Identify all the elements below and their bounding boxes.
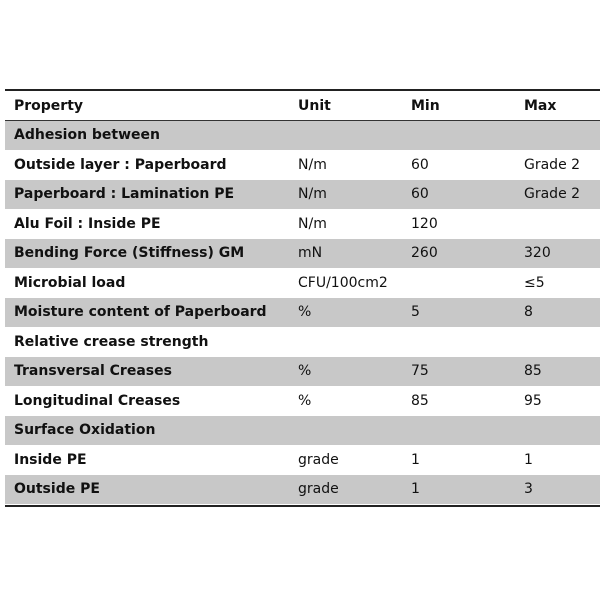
- unit-cell: N/m: [298, 215, 327, 232]
- table-row: [5, 446, 600, 476]
- table-row: [5, 298, 600, 328]
- property-cell: Longitudinal Creases: [14, 392, 181, 409]
- unit-cell: CFU/100cm2: [298, 274, 388, 291]
- table-row: [5, 357, 600, 387]
- min-cell: 85: [411, 392, 429, 409]
- unit-cell: %: [298, 363, 312, 380]
- property-cell: Surface Oxidation: [5, 416, 289, 445]
- table-section-row: [5, 416, 600, 446]
- max-cell: ≤5: [524, 274, 545, 291]
- unit-cell: N/m: [298, 186, 327, 203]
- max-cell: Grade 2: [524, 186, 581, 203]
- min-cell: [402, 121, 515, 150]
- max-cell: 95: [524, 392, 542, 409]
- max-cell: 1: [524, 451, 533, 468]
- unit-cell: grade: [298, 481, 339, 498]
- property-cell: Outside PE: [14, 481, 100, 498]
- unit-cell: [289, 121, 402, 150]
- property-cell: Outside layer : Paperboard: [14, 156, 227, 173]
- unit-cell: [289, 416, 402, 445]
- table-row: [5, 239, 600, 269]
- min-cell: 120: [411, 215, 438, 232]
- table-row: [5, 475, 600, 505]
- header-max: Max: [524, 97, 557, 114]
- table-section-row: [5, 328, 600, 358]
- max-cell: [515, 121, 600, 150]
- max-cell: Grade 2: [524, 156, 581, 173]
- unit-cell: N/m: [298, 156, 327, 173]
- max-cell: 85: [524, 363, 542, 380]
- unit-cell: grade: [298, 451, 339, 468]
- min-cell: 260: [411, 245, 438, 262]
- property-cell: Moisture content of Paperboard: [14, 304, 267, 321]
- header-min: Min: [411, 97, 440, 114]
- property-cell: Adhesion between: [5, 121, 289, 150]
- property-cell: Bending Force (Stiffness) GM: [14, 245, 245, 262]
- min-cell: 5: [411, 304, 420, 321]
- table-row: [5, 151, 600, 181]
- max-cell: 3: [524, 481, 533, 498]
- min-cell: 60: [411, 186, 429, 203]
- table-row: [5, 180, 600, 210]
- max-cell: 320: [524, 245, 551, 262]
- unit-cell: %: [298, 304, 312, 321]
- max-cell: 8: [524, 304, 533, 321]
- property-cell: Paperboard : Lamination PE: [14, 186, 235, 203]
- table-row: [5, 387, 600, 417]
- min-cell: 75: [411, 363, 429, 380]
- max-cell: [515, 416, 600, 445]
- property-cell: Relative crease strength: [14, 333, 209, 350]
- unit-cell: %: [298, 392, 312, 409]
- min-cell: [402, 416, 515, 445]
- table-body: [5, 121, 600, 505]
- min-cell: 60: [411, 156, 429, 173]
- table-header-row: [5, 91, 600, 121]
- min-cell: 1: [411, 451, 420, 468]
- property-cell: Microbial load: [14, 274, 126, 291]
- header-unit: Unit: [298, 97, 331, 114]
- property-cell: Alu Foil : Inside PE: [14, 215, 161, 232]
- min-cell: 1: [411, 481, 420, 498]
- unit-cell: mN: [298, 245, 323, 262]
- table-section-row: [5, 121, 600, 151]
- header-property: Property: [14, 97, 84, 114]
- table-row: [5, 269, 600, 299]
- properties-table: [5, 89, 600, 507]
- table-row: [5, 210, 600, 240]
- property-cell: Inside PE: [14, 451, 87, 468]
- property-cell: Transversal Creases: [14, 363, 172, 380]
